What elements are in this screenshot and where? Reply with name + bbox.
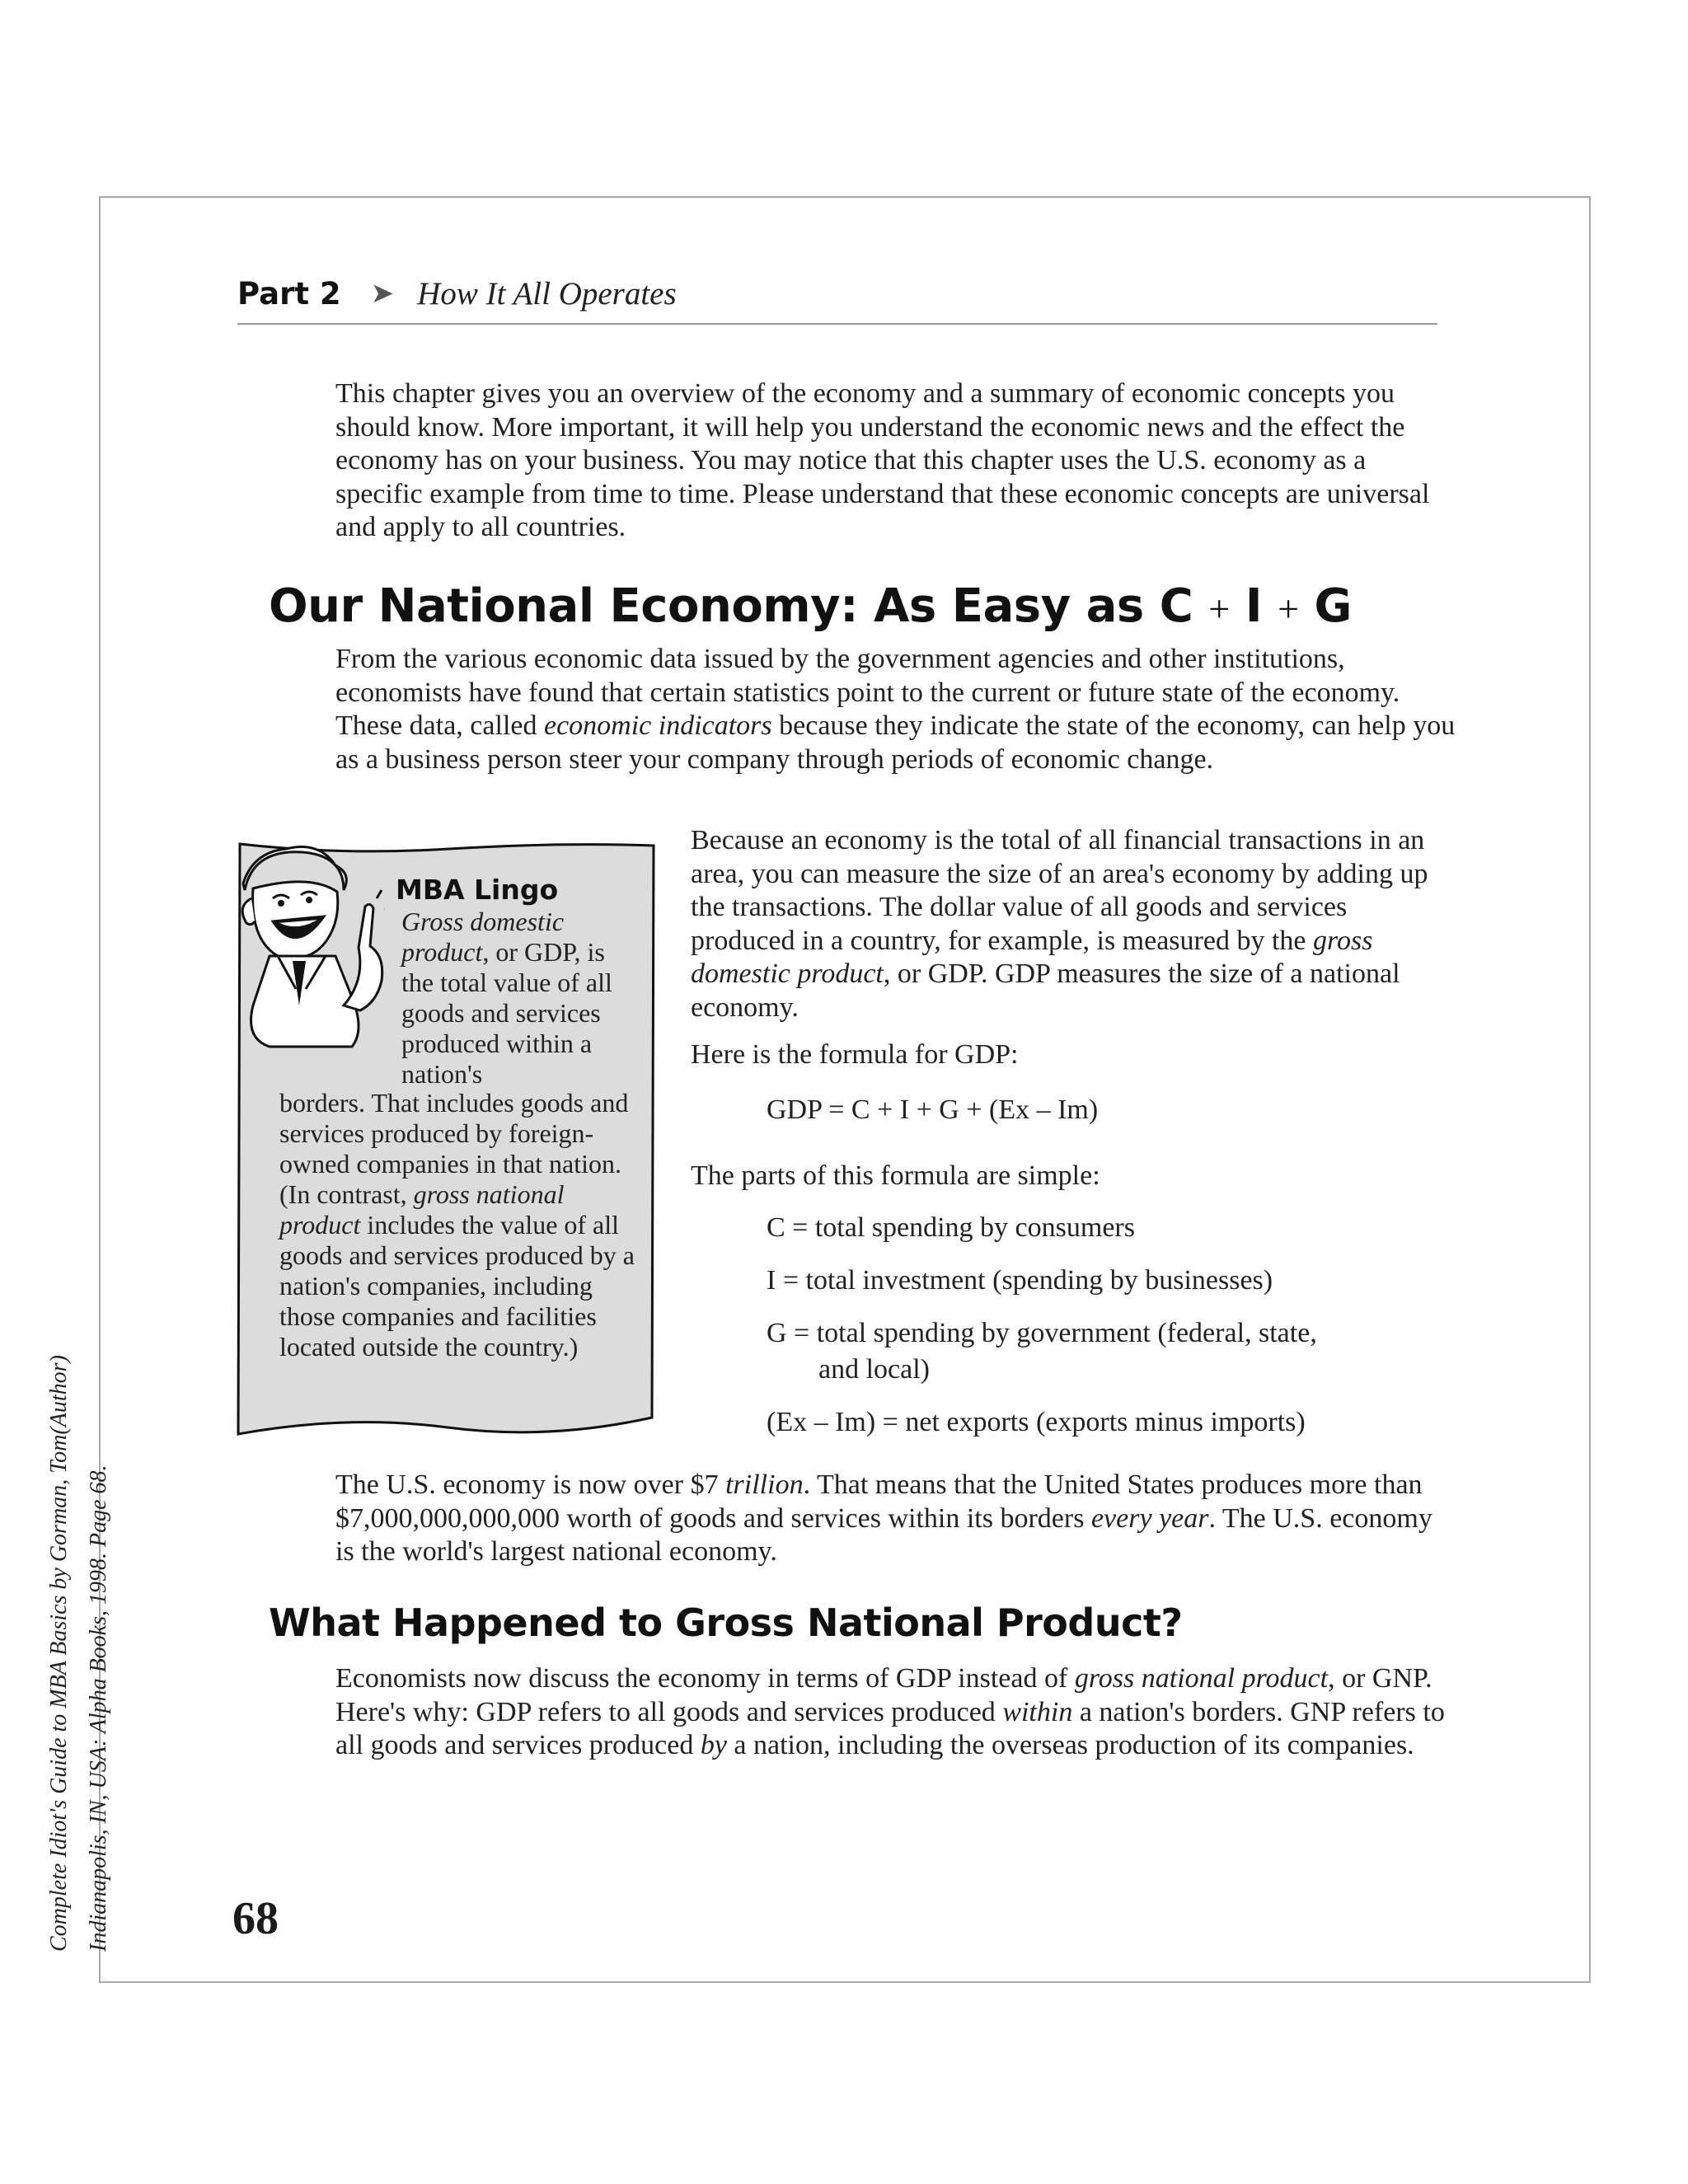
text-run: a nation's borders. GNP refers to all goods and services produced — [335, 1696, 1445, 1760]
running-head — [237, 264, 1437, 325]
mascot-icon — [220, 841, 385, 1055]
text-run: , or GNP. Here's why: GDP refers to all goods and services produced — [335, 1663, 1432, 1727]
gdp-paragraph — [691, 824, 1449, 1024]
definition-net-exports: (Ex – Im) = net exports (exports minus imports) — [767, 1407, 1306, 1437]
right-column — [691, 824, 1449, 1072]
subsection-heading: What Happened to Gross National Product? — [269, 1601, 1183, 1645]
emphasis-text: every year — [1090, 1502, 1209, 1534]
text-run: . That means that the United States produces more than $7,000,000,000,000 worth of goods and services within its borders — [335, 1469, 1423, 1534]
emphasis-text: within — [1002, 1696, 1073, 1727]
definition-c: C = total spending by consumers — [767, 1212, 1135, 1243]
emphasis-text: Gross domestic product — [401, 907, 565, 967]
heading-plus: + — [1208, 588, 1230, 630]
gnp-paragraph — [335, 1662, 1456, 1763]
part-label: Part 2 — [237, 275, 341, 312]
emphasis-text: gross national product — [1074, 1663, 1329, 1694]
definition-g: G = total spending by government (federal, state, — [767, 1318, 1317, 1348]
page-number: 68 — [232, 1893, 279, 1944]
gdp-formula: GDP = C + I + G + (Ex – Im) — [767, 1094, 1099, 1125]
chapter-title: How It All Operates — [417, 275, 677, 312]
intro-paragraph: This chapter gives you an overview of the economy and a summary of economic concepts you should know. More important, it will help you understand the economic news and the effect the economy has on your business. You may notice that this chapter uses the U.S. economy as a specific example from time to time. Please understand that these economic concepts are universal and apply to all countries. — [335, 378, 1430, 542]
indicators-paragraph — [335, 643, 1456, 776]
section-heading — [269, 577, 1352, 639]
citation-line-1: Complete Idiot's Guide to MBA Basics by Gorman, Tom(Author) — [46, 1355, 72, 1952]
text-run: a nation, including the overseas production of its companies. — [726, 1730, 1414, 1760]
text-run: Because an economy is the total of all financial transactions in an area, you can measure the size of an area's economy by adding up the transactions. The dollar value of all goods and services produced in a country, for example, is measured by the — [691, 825, 1428, 956]
text-run: borders. That includes goods and services produced by foreign-owned companies in that nation. (In contrast, — [279, 1088, 629, 1209]
emphasis-text: gross national product — [279, 1179, 565, 1240]
heading-i: I — [1245, 579, 1263, 633]
definition-i: I = total investment (spending by businesses) — [767, 1265, 1273, 1296]
arrow-icon: ➤ — [370, 279, 395, 309]
citation-line-2: Indianapolis, IN, USA: Alpha Books, 1998. Page 68. — [86, 1465, 111, 1952]
sidebar-text-narrow — [401, 907, 640, 1090]
trillion-paragraph — [335, 1469, 1456, 1569]
definition-g-cont: and local) — [818, 1354, 930, 1385]
heading-text: Our National Economy: As Easy as C — [269, 579, 1193, 633]
sidebar-text-wide — [279, 1088, 642, 1362]
emphasis-text: by — [700, 1730, 727, 1760]
parts-intro: The parts of this formula are simple: — [691, 1160, 1100, 1191]
text-run: , or GDP, is the total value of all goods and services produced within a nation's — [401, 937, 612, 1089]
sidebar-title: MBA Lingo — [396, 874, 559, 906]
citation-note — [40, 1355, 138, 1952]
heading-g: G — [1314, 579, 1353, 633]
text-run: The U.S. economy is now over $7 — [335, 1469, 726, 1500]
emphasis-text: economic indicators — [543, 710, 772, 741]
mba-lingo-sidebar — [235, 841, 657, 1444]
emphasis-text: trillion — [725, 1469, 804, 1500]
text-run: . The U.S. economy is the world's largest national economy. — [335, 1502, 1432, 1567]
text-run: because they indicate the state of the economy, can help you as a business person steer your company through periods of economic change. — [335, 710, 1456, 775]
text-run: , or GDP. GDP measures the size of a national economy. — [691, 958, 1400, 1023]
heading-plus: + — [1278, 588, 1299, 630]
text-run: From the various economic data issued by the government agencies and other institutions, economists have found that certain statistics point to the current or future state of the economy. These data, called — [335, 644, 1400, 741]
text-run: includes the value of all goods and services produced by a nation's companies, including those companies and facilities located outside the country.) — [279, 1210, 635, 1361]
text-run: Economists now discuss the economy in terms of GDP instead of — [335, 1663, 1075, 1694]
formula-intro: Here is the formula for GDP: — [691, 1039, 1019, 1070]
emphasis-text: gross domestic product — [691, 925, 1373, 989]
